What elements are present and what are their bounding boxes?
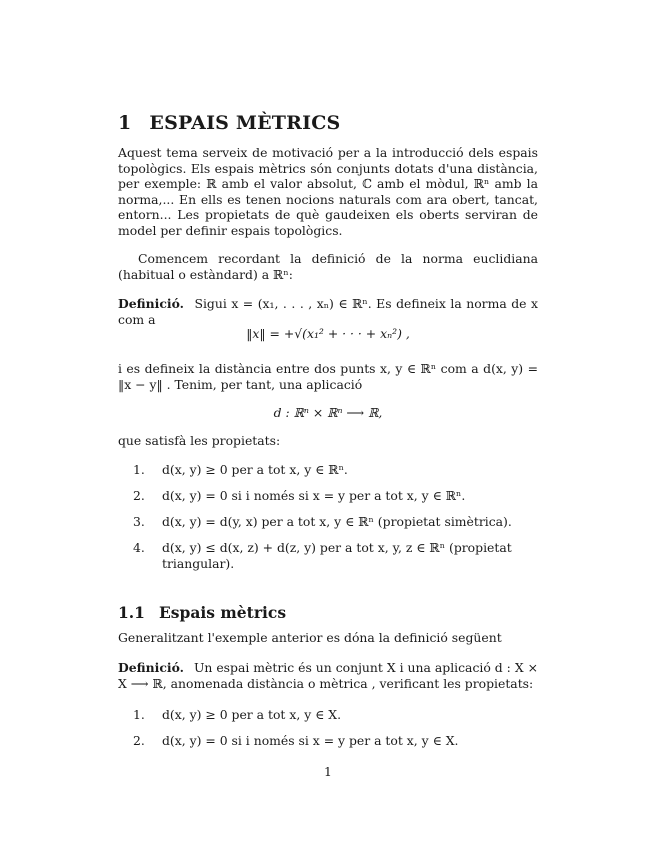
distance-map-formula: d : ℝⁿ × ℝⁿ ⟶ ℝ, bbox=[273, 405, 383, 420]
definition-label: Definició. bbox=[118, 296, 184, 311]
list-item-text: d(x, y) ≤ d(x, z) + d(z, y) per a tot x, y, z ∈ ℝⁿ (propietat triangular). bbox=[162, 540, 512, 571]
subsection-number: 1.1 bbox=[118, 603, 145, 622]
list-item-number: 1. bbox=[133, 707, 145, 722]
section-number: 1 bbox=[118, 112, 132, 134]
subsection-title-text: Espais mètrics bbox=[158, 603, 287, 622]
list-item-number: 4. bbox=[133, 540, 145, 555]
norm-formula: ‖x‖ = +√(x₁² + · · · + xₙ²) , bbox=[246, 326, 410, 341]
definition-2-text: Un espai mètric és un conjunt X i una aplicació d : X × X ⟶ ℝ, anomenada distància o mètrica , verificant les propietats: bbox=[118, 660, 538, 691]
list-item-number: 3. bbox=[133, 514, 145, 529]
page-number: 1 bbox=[324, 764, 332, 779]
list-item-text: d(x, y) = 0 si i només si x = y per a tot x, y ∈ X. bbox=[162, 733, 459, 748]
recall-paragraph: Comencem recordant la definició de la norma euclidiana (habitual o estàndard) a ℝⁿ: bbox=[118, 251, 538, 282]
intro-paragraph: Aquest tema serveix de motivació per a la introducció dels espais topològics. Els espais mètrics són conjunts dotats d'una distància, per exemple: ℝ amb el valor absolut, ℂ amb el mòdul, ℝⁿ amb la norma,... En ells es tenen nocions naturals com ara obert, tancat, entorn... Les propietats de què gaudeixen els oberts serviran de model per definir espais topològics. bbox=[118, 145, 538, 238]
list-item-text: d(x, y) = d(y, x) per a tot x, y ∈ ℝⁿ (propietat simètrica). bbox=[162, 514, 512, 529]
definition-label: Definició. bbox=[118, 660, 184, 675]
section-title-text: ESPAIS MÈTRICS bbox=[149, 112, 341, 134]
list-item-text: d(x, y) ≥ 0 per a tot x, y ∈ ℝⁿ. bbox=[162, 462, 348, 477]
list-item-number: 1. bbox=[133, 462, 145, 477]
satisfies-text: que satisfà les propietats: bbox=[118, 433, 281, 448]
list-item-number: 2. bbox=[133, 488, 145, 503]
definition-1 bbox=[118, 296, 538, 327]
list-item-text: d(x, y) ≥ 0 per a tot x, y ∈ X. bbox=[162, 707, 342, 722]
subsection-title bbox=[118, 604, 286, 622]
list-item-number: 2. bbox=[133, 733, 145, 748]
definition-1-text: Sigui x = (x₁, . . . , xₙ) ∈ ℝⁿ. Es defineix la norma de x com a bbox=[118, 296, 538, 327]
definition-2 bbox=[118, 660, 538, 691]
list-item-text: d(x, y) = 0 si i només si x = y per a tot x, y ∈ ℝⁿ. bbox=[162, 488, 466, 503]
section-title bbox=[118, 112, 340, 134]
distance-paragraph: i es defineix la distància entre dos punts x, y ∈ ℝⁿ com a d(x, y) = ‖x − y‖ . Tenim, per tant, una aplicació bbox=[118, 361, 538, 392]
generalize-paragraph: Generalitzant l'exemple anterior es dóna la definició següent bbox=[118, 630, 502, 645]
